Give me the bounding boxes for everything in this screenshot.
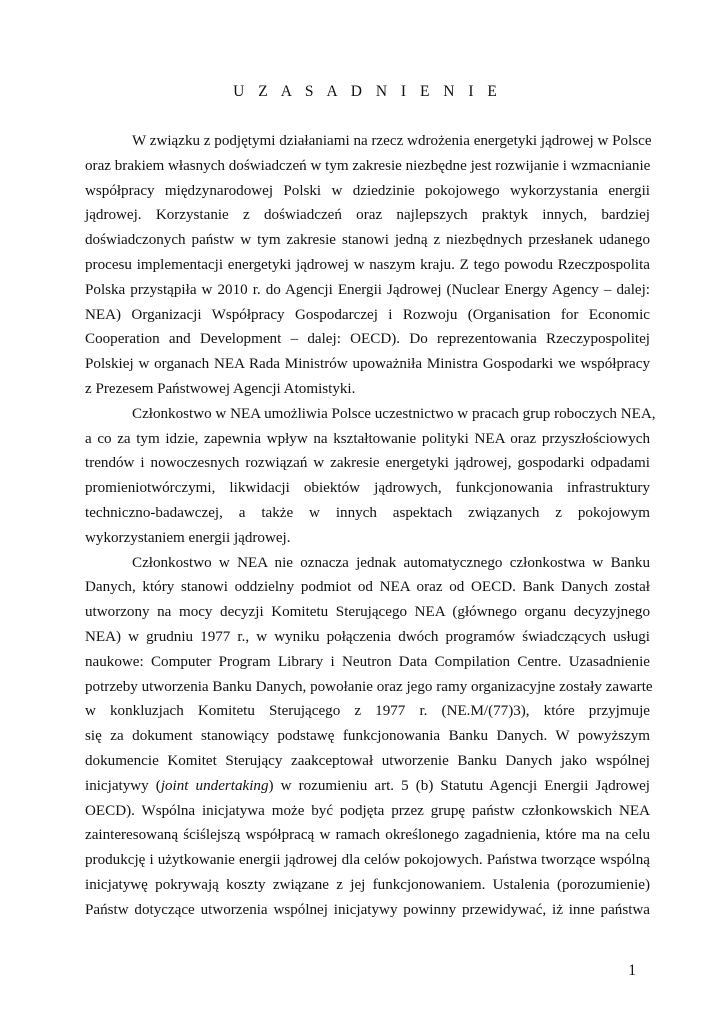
text-line: Członkostwo w NEA umożliwia Polsce uczestnictwo w pracach grup roboczych NEA, — [132, 405, 656, 422]
page-number: 1 — [628, 962, 636, 979]
text-line: OECD). Wspólna inicjatywa może być podjęta przez grupę państw członkowskich NEA — [85, 802, 650, 819]
text-segment: ) w rozumieniu art. 5 (b) Statutu Agencji Energii Jądrowej — [268, 777, 650, 794]
text-line: utworzony na mocy decyzji Komitetu Sterującego NEA (głównego organu decyzyjnego — [85, 604, 650, 621]
text-line: NEA) w grudniu 1977 r., w wyniku połączenia dwóch programów świadczących usługi — [85, 628, 650, 645]
text-line: produkcję i użytkowanie energii jądrowej dla celów pokojowych. Państwa tworzące wspólną — [85, 852, 650, 869]
text-line: oraz brakiem własnych doświadczeń w tym zakresie niezbędne jest rozwijanie i wzmacnianie — [85, 157, 651, 174]
text-line: techniczno-badawczej, a także w innych aspektach związanych z pokojowym — [85, 504, 650, 521]
text-line: Cooperation and Development – dalej: OECD). Do reprezentowania Rzeczypospolitej — [85, 331, 650, 348]
text-line: jądrowej. Korzystanie z doświadczeń oraz najlepszych praktyk innych, bardziej — [85, 207, 650, 224]
text-line: NEA) Organizacji Współpracy Gospodarczej i Rozwoju (Organisation for Economic — [85, 306, 650, 323]
text-line: Członkostwo w NEA nie oznacza jednak automatycznego członkostwa w Banku — [132, 554, 650, 571]
paragraph-3 — [85, 551, 653, 923]
text-line: potrzeby utworzenia Banku Danych, powołanie oraz jego ramy organizacyjne zostały zawarte — [85, 678, 653, 695]
text-line: doświadczonych państw w tym zakresie stanowi jedną z niezbędnych przesłanek udanego — [85, 232, 650, 249]
text-line: procesu implementacji energetyki jądrowej w naszym kraju. Z tego powodu Rzeczpospolita — [85, 256, 650, 273]
text-line: wykorzystaniem energii jądrowej. — [85, 529, 291, 546]
text-line: W związku z podjętymi działaniami na rzecz wdrożenia energetyki jądrowej w Polsce — [132, 133, 652, 149]
text-line: się za dokument stanowiący podstawę funkcjonowania Banku Danych. W powyższym — [85, 728, 650, 745]
text-line: trendów i nowoczesnych rozwiązań w zakresie energetyki jądrowej, gospodarki odpadami — [85, 455, 650, 472]
text-line: inicjatywę pokrywają koszty związane z jej funkcjonowaniem. Ustalenia (porozumienie) — [85, 876, 650, 893]
text-line: Polska przystąpiła w 2010 r. do Agencji Energii Jądrowej (Nuclear Energy Agency – dalej: — [85, 281, 650, 298]
text-line: zainteresowaną ściślejszą współpracą w ramach określonego zagadnienia, które ma na celu — [85, 827, 650, 844]
paragraph-1 — [85, 129, 650, 402]
text-line: Danych, który stanowi oddzielny podmiot od NEA oraz od OECD. Bank Danych został — [85, 579, 650, 596]
text-line: współpracy międzynarodowej Polski w dziedzinie pokojowego wykorzystania energii — [85, 182, 650, 199]
paragraph-2 — [85, 402, 656, 551]
text-line: Państw dotyczące utworzenia wspólnej inicjatywy powinny przewidywać, iż inne państwa — [85, 901, 650, 918]
text-line — [85, 774, 650, 799]
text-line: dokumencie Komitet Sterujący zaakceptował utworzenie Banku Danych jako wspólnej — [85, 752, 650, 769]
text-line: naukowe: Computer Program Library i Neutron Data Compilation Centre. Uzasadnienie — [85, 653, 650, 670]
text-line: a co za tym idzie, zapewnia wpływ na kształtowanie polityki NEA oraz przyszłościowych — [85, 430, 650, 447]
text-line: z Prezesem Państwowej Agencji Atomistyki. — [85, 380, 356, 397]
text-segment: inicjatywy ( — [85, 777, 161, 794]
text-line: Polskiej w organach NEA Rada Ministrów upoważniła Ministra Gospodarki we współpracy — [85, 356, 650, 373]
document-title: U Z A S A D N I E N I E — [233, 83, 502, 100]
italic-term: joint undertaking — [160, 777, 269, 794]
text-line: w konkluzjach Komitetu Sterującego z 1977 r. (NE.M/(77)3), które przyjmuje — [85, 703, 650, 720]
text-line: promieniotwórczymi, likwidacji obiektów jądrowych, funkcjonowania infrastruktury — [85, 480, 650, 497]
